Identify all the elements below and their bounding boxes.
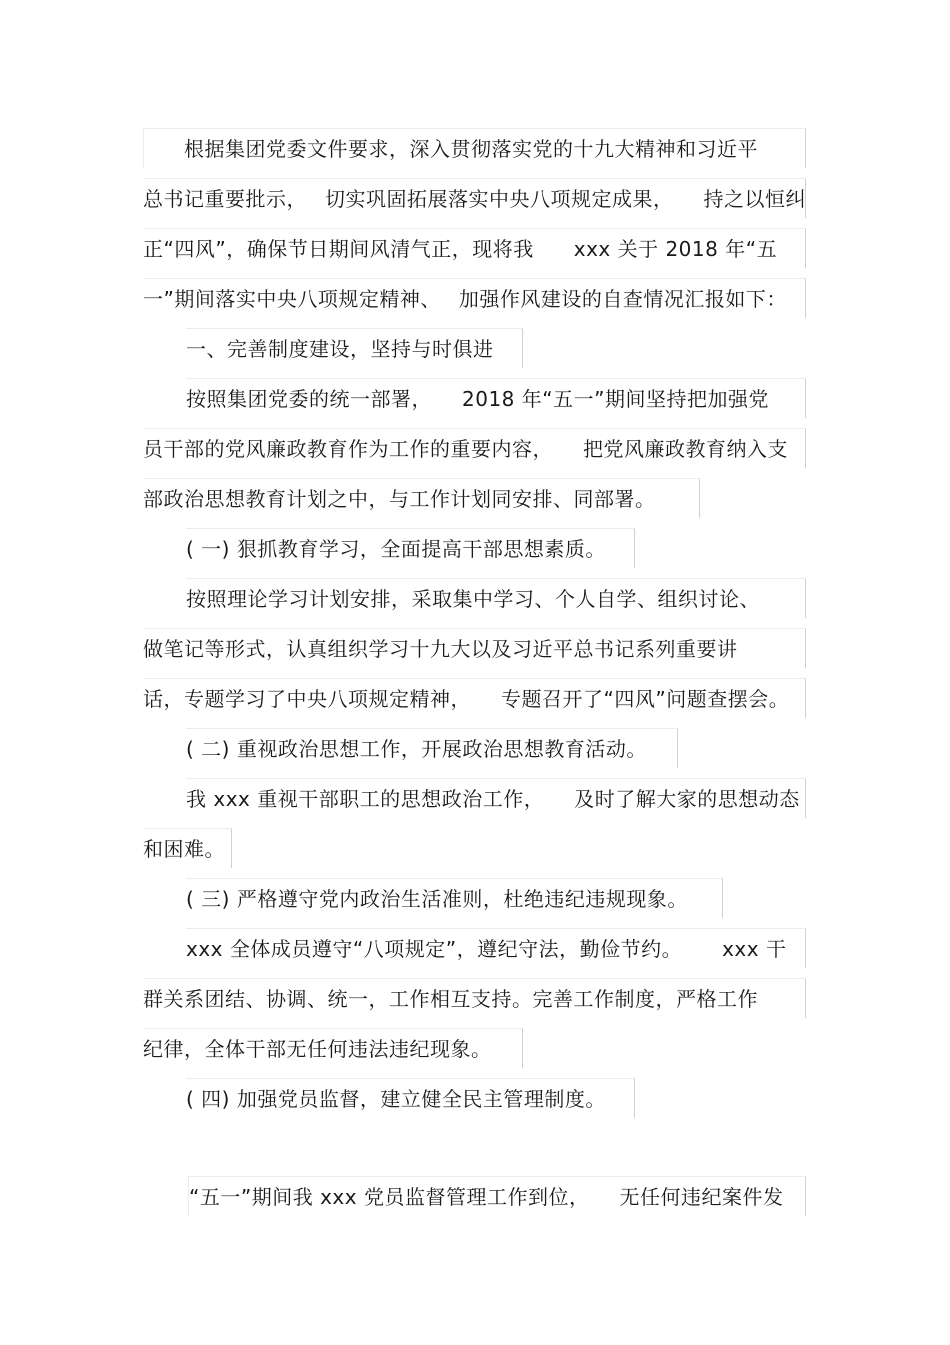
paragraph-line <box>186 778 806 818</box>
paragraph-line <box>143 278 806 318</box>
line-text: 按照理论学习计划安排，采取集中学习、个人自学、组织讨论、 <box>186 587 760 611</box>
heading-text: 一、完善制度建设，坚持与时俱进 <box>186 337 494 361</box>
paragraph-line <box>143 478 700 518</box>
line-text: 部政治思想教育计划之中，与工作计划同安排、同部署。 <box>143 487 656 511</box>
line-text: 一”期间落实中央八项规定精神、 <box>143 287 441 311</box>
paragraph-line <box>143 828 232 868</box>
line-text: 加强作风建设的自查情况汇报如下： <box>458 287 787 311</box>
line-text: 群关系团结、协调、统一，工作相互支持。完善工作制度，严格工作 <box>143 987 758 1011</box>
line-text: xxx 干 <box>722 937 787 961</box>
line-text: xxx 全体成员遵守“八项规定”，遵纪守法，勤俭节约。 <box>186 937 683 961</box>
line-text: 正“四风”，确保节日期间风清气正，现将我 <box>143 237 534 261</box>
subsection-heading <box>186 728 678 768</box>
paragraph-line <box>143 228 806 268</box>
paragraph-line <box>186 578 806 618</box>
paragraph-line <box>143 678 806 718</box>
line-text: 2018 年“五一”期间坚持把加强党 <box>462 387 769 411</box>
line-text: 和困难。 <box>143 837 225 861</box>
paragraph-line <box>186 928 806 968</box>
line-text: 按照集团党委的统一部署， <box>186 387 432 411</box>
paragraph-line <box>143 628 806 668</box>
line-text: 根据集团党委文件要求，深入贯彻落实党的十九大精神和习近平 <box>184 137 758 161</box>
line-text: 无任何违纪案件发 <box>619 1185 784 1209</box>
line-text: xxx 关于 2018 年“五 <box>573 237 778 261</box>
heading-text: ( 三) 严格遵守党内政治生活准则，杜绝违纪违规现象。 <box>186 887 688 911</box>
paragraph-line <box>143 178 806 218</box>
paragraph-line <box>143 128 806 168</box>
line-text: 做笔记等形式，认真组织学习十九大以及习近平总书记系列重要讲 <box>143 637 738 661</box>
line-text: 持之以恒纠 <box>703 187 806 211</box>
paragraph-line <box>188 1176 806 1216</box>
section-heading <box>186 328 523 368</box>
heading-text: ( 一) 狠抓教育学习，全面提高干部思想素质。 <box>186 537 606 561</box>
line-text: 话，专题学习了中央八项规定精神， <box>143 687 471 711</box>
subsection-heading <box>186 878 723 918</box>
subsection-heading <box>186 1078 635 1118</box>
line-text: 纪律，全体干部无任何违法违纪现象。 <box>143 1037 492 1061</box>
line-text: 总书记重要批示， <box>143 187 307 211</box>
heading-text: ( 四) 加强党员监督，建立健全民主管理制度。 <box>186 1087 606 1111</box>
line-text: 切实巩固拓展落实中央八项规定成果， <box>325 187 674 211</box>
line-text: “五一”期间我 xxx 党员监督管理工作到位， <box>189 1185 590 1209</box>
line-text: 及时了解大家的思想动态 <box>574 787 800 811</box>
line-text: 员干部的党风廉政教育作为工作的重要内容， <box>143 437 553 461</box>
paragraph-line <box>143 1028 523 1068</box>
paragraph-line <box>143 428 806 468</box>
line-text: 我 xxx 重视干部职工的思想政治工作， <box>186 787 545 811</box>
paragraph-line <box>186 378 806 418</box>
line-text: 把党风廉政教育纳入支 <box>583 437 788 461</box>
paragraph-line <box>143 978 806 1018</box>
subsection-heading <box>186 528 635 568</box>
heading-text: ( 二) 重视政治思想工作，开展政治思想教育活动。 <box>186 737 647 761</box>
line-text: 专题召开了“四风”问题查摆会。 <box>501 687 790 711</box>
